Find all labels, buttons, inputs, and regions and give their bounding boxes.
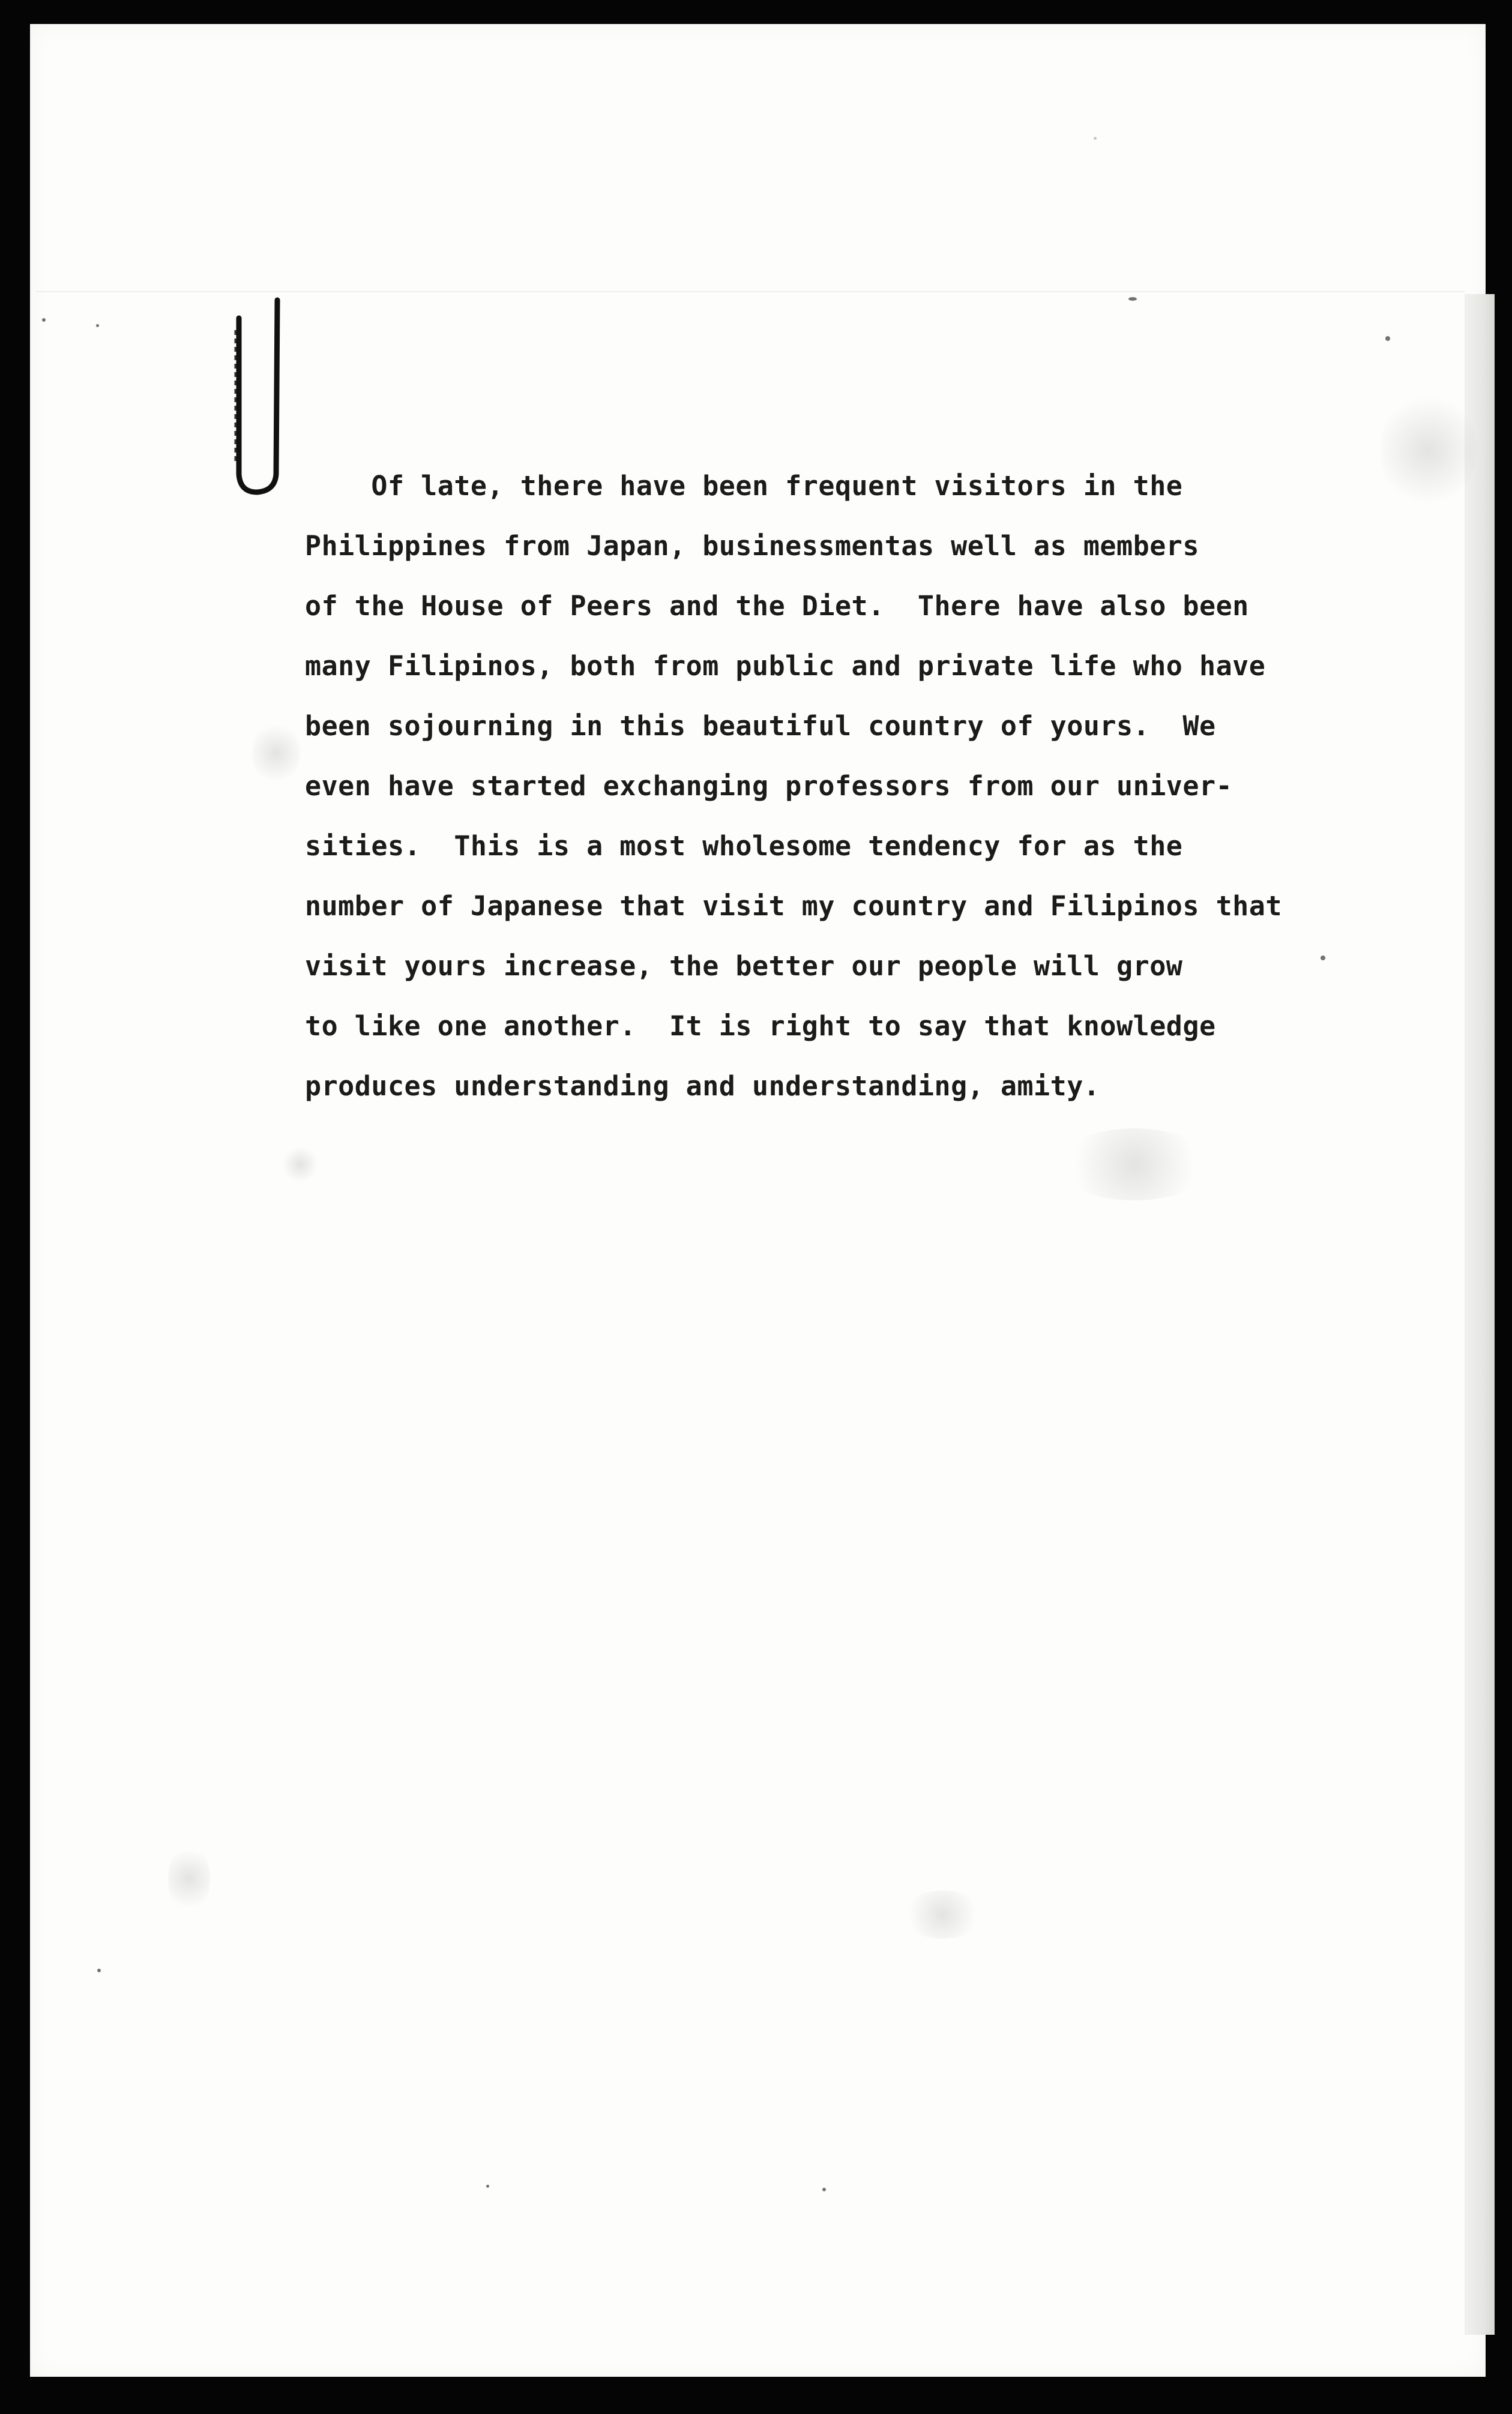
scan-smudge <box>252 720 300 786</box>
scan-smudge <box>900 1891 984 1939</box>
scan-speck <box>1128 297 1137 301</box>
scan-smudge <box>282 1146 318 1182</box>
page-edge-line <box>36 291 1465 292</box>
text-line: sities. This is a most wholesome tendency for as the <box>305 830 1183 862</box>
text-line: number of Japanese that visit my country and Filipinos that <box>305 890 1282 922</box>
text-line: visit yours increase, the better our people will grow <box>305 950 1183 982</box>
staple-clip-mark <box>227 294 299 504</box>
text-line: even have started exchanging professors from our univer- <box>305 770 1233 802</box>
scan-speck <box>1385 336 1390 341</box>
scan-smudge <box>168 1843 210 1915</box>
text-line: many Filipinos, both from public and private life who have <box>305 650 1266 682</box>
text-line: been sojourning in this beautiful country of yours. We <box>305 710 1216 742</box>
page-edge-shadow <box>1465 294 1495 2335</box>
text-line: of the House of Peers and the Diet. There have also been <box>305 590 1249 622</box>
scan-smudge <box>1056 1128 1212 1200</box>
scan-speck <box>42 318 46 322</box>
text-line: Philippines from Japan, businessmentas well as members <box>305 530 1199 562</box>
text-line: produces understanding and understanding, amity. <box>305 1070 1100 1102</box>
scan-speck <box>97 1969 101 1972</box>
text-line: to like one another. It is right to say that knowledge <box>305 1010 1216 1042</box>
typed-paragraph <box>305 456 1433 1116</box>
scan-speck <box>822 2188 826 2191</box>
text-line: Of late, there have been frequent visitors in the <box>305 470 1183 502</box>
scan-speck <box>486 2185 489 2188</box>
scan-speck <box>96 324 99 327</box>
scan-speck <box>1094 137 1097 140</box>
